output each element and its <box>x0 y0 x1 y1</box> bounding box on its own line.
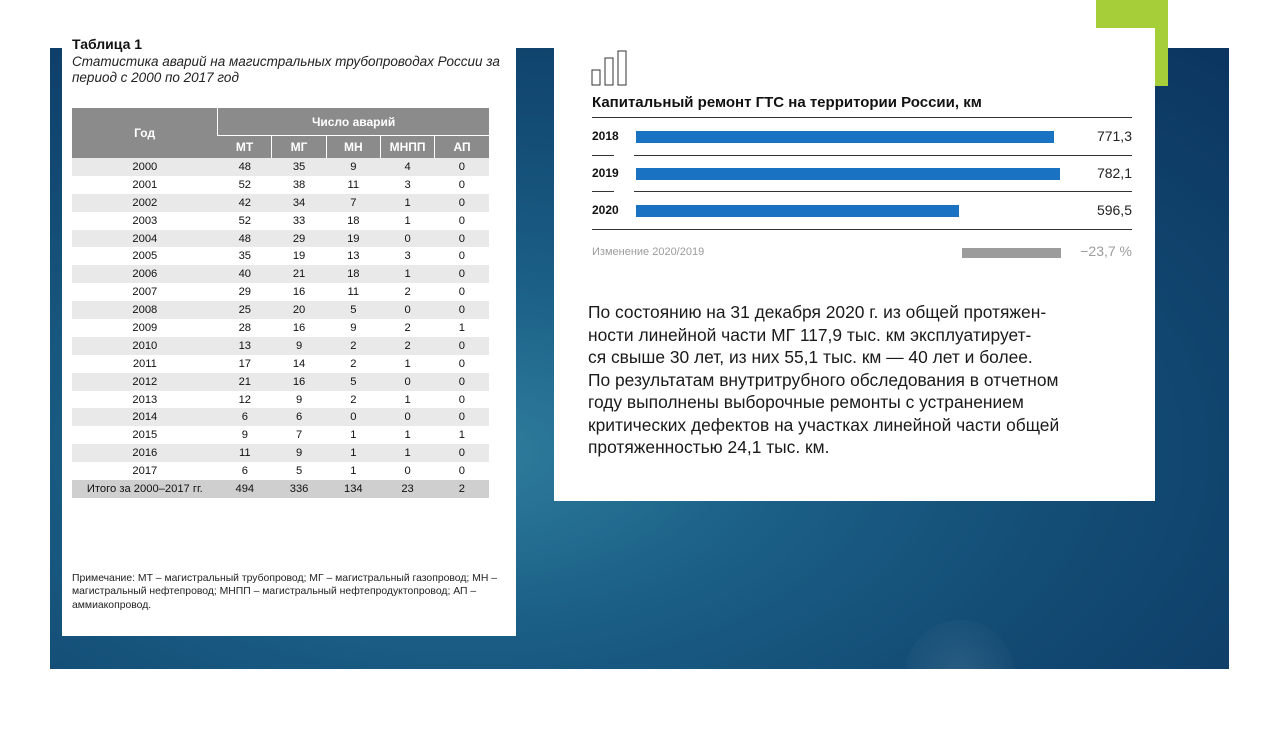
table-row <box>72 462 489 480</box>
change-label: Изменение 2020/2019 <box>592 246 705 258</box>
table-row <box>72 265 489 283</box>
paragraph-line: По результатам внутритрубного обследования в отчетном <box>588 369 1059 390</box>
value-cell: 2 <box>404 286 411 299</box>
value-cell: 4 <box>380 158 434 176</box>
paragraph-line: году выполнены выборочные ремонты с устранением <box>588 392 1024 412</box>
paragraph-line: критических дефектов на участках линейной части общей <box>588 414 1060 435</box>
value-cell: 34 <box>272 194 326 212</box>
total-value: 2 <box>435 480 489 498</box>
year-cell: 2010 <box>72 337 218 355</box>
year-cell: 2007 <box>132 286 158 299</box>
value-cell: 29 <box>238 286 252 299</box>
year-cell: 2012 <box>72 373 218 391</box>
value-cell: 2 <box>380 337 434 355</box>
value-cell: 14 <box>292 357 306 370</box>
value-cell: 1 <box>350 465 357 478</box>
value-cell: 0 <box>458 250 465 263</box>
value-cell: 28 <box>238 321 252 334</box>
value-cell: 19 <box>292 250 306 263</box>
value-cell: 2 <box>404 321 411 334</box>
value-cell: 42 <box>218 194 272 212</box>
value-cell: 0 <box>404 465 411 478</box>
year-cell: 2008 <box>72 301 218 319</box>
header-mg: МГ <box>272 136 326 159</box>
value-cell: 7 <box>326 194 380 212</box>
year-cell: 2001 <box>132 178 158 191</box>
row-divider-short <box>592 155 614 156</box>
value-cell: 3 <box>404 178 411 191</box>
value-cell: 35 <box>238 250 252 263</box>
value-cell: 0 <box>435 158 489 176</box>
total-value: 494 <box>218 480 272 498</box>
value-cell: 0 <box>458 214 465 227</box>
value-cell: 0 <box>458 286 465 299</box>
value-cell: 21 <box>272 265 326 283</box>
value-cell: 1 <box>350 429 357 442</box>
value-cell: 16 <box>292 286 306 299</box>
year-cell: 2003 <box>132 214 158 227</box>
table-title: Таблица 1 <box>72 36 143 52</box>
value-cell: 1 <box>380 444 434 462</box>
value-cell: 1 <box>458 321 465 334</box>
table-row <box>72 283 489 301</box>
value-cell: 6 <box>272 408 326 426</box>
value-cell: 0 <box>435 301 489 319</box>
category-label: 2018 <box>592 129 619 143</box>
value-cell: 21 <box>218 373 272 391</box>
value-label: 596,5 <box>1096 202 1132 218</box>
value-cell: 1 <box>404 357 411 370</box>
accidents-table-card <box>62 32 516 636</box>
value-cell: 12 <box>238 393 252 406</box>
value-cell: 9 <box>295 393 303 406</box>
table-row <box>72 319 489 337</box>
year-cell: 2017 <box>132 465 158 478</box>
accidents-table <box>72 108 489 498</box>
value-cell: 52 <box>238 178 252 191</box>
paragraph-line: протяженностью 24,1 тыс. км. <box>588 437 830 457</box>
table-row <box>72 426 489 444</box>
value-cell: 16 <box>292 321 306 334</box>
bar <box>636 168 1060 180</box>
value-cell: 7 <box>295 429 303 442</box>
background-glow <box>905 620 1015 730</box>
row-divider <box>634 155 1132 156</box>
value-cell: 11 <box>347 178 360 191</box>
value-cell: 6 <box>218 408 272 426</box>
total-value: 134 <box>326 480 380 498</box>
value-cell: 17 <box>238 357 252 370</box>
value-cell: 18 <box>347 214 360 227</box>
table-row <box>72 444 489 462</box>
value-cell: 40 <box>218 265 272 283</box>
chart-row <box>592 126 1132 148</box>
change-value: −23,7 % <box>1080 243 1132 259</box>
value-cell: 9 <box>326 158 380 176</box>
table-row <box>72 301 489 319</box>
paragraph-line: ности линейной части МГ 117,9 тыс. км эксплуатирует- <box>588 324 1032 345</box>
value-cell: 13 <box>218 337 272 355</box>
value-cell: 1 <box>404 429 411 442</box>
year-cell: 2011 <box>132 357 157 370</box>
value-cell: 52 <box>238 214 252 227</box>
year-cell: 2004 <box>72 230 218 248</box>
value-cell: 0 <box>326 408 380 426</box>
value-cell: 0 <box>435 373 489 391</box>
value-cell: 11 <box>218 444 272 462</box>
value-cell: 0 <box>380 408 434 426</box>
value-cell: 0 <box>435 337 489 355</box>
header-mt: МТ <box>218 136 272 159</box>
chart-row <box>592 200 1132 222</box>
value-cell: 0 <box>380 301 434 319</box>
value-cell: 1 <box>458 429 465 442</box>
paragraph-line: По состоянию на 31 декабря 2020 г. из общей протяжен- <box>588 302 1047 322</box>
value-cell: 16 <box>272 373 326 391</box>
row-divider <box>634 191 1132 192</box>
value-cell: 9 <box>272 444 326 462</box>
bar <box>636 131 1054 143</box>
header-mnpp: МНПП <box>380 136 434 159</box>
table-row <box>72 158 489 176</box>
year-cell: 2013 <box>132 393 158 406</box>
value-cell: 0 <box>435 265 489 283</box>
value-cell: 0 <box>458 393 465 406</box>
value-cell: 13 <box>347 250 360 263</box>
chart-row <box>592 163 1132 185</box>
value-cell: 1 <box>404 393 411 406</box>
total-label: Итого за 2000–2017 гг. <box>72 480 218 498</box>
value-cell: 0 <box>435 408 489 426</box>
bar <box>636 205 959 217</box>
year-cell: 2015 <box>132 429 158 442</box>
value-cell: 2 <box>350 357 357 370</box>
header-year: Год <box>72 108 218 158</box>
value-cell: 1 <box>404 214 411 227</box>
value-label: 771,3 <box>1096 128 1132 144</box>
table-row <box>72 355 489 373</box>
value-cell: 0 <box>380 373 434 391</box>
year-cell: 2000 <box>72 158 218 176</box>
header-ap: АП <box>435 136 489 159</box>
value-label: 782,1 <box>1096 165 1132 181</box>
value-cell: 1 <box>380 265 434 283</box>
year-cell: 2005 <box>132 250 158 263</box>
total-value: 336 <box>272 480 326 498</box>
value-cell: 25 <box>218 301 272 319</box>
header-mn: МН <box>326 136 380 159</box>
value-cell: 2 <box>326 337 380 355</box>
value-cell: 48 <box>218 158 272 176</box>
year-cell: 2002 <box>72 194 218 212</box>
total-value: 23 <box>380 480 434 498</box>
bar-chart-icon <box>591 50 637 86</box>
value-cell: 9 <box>241 429 248 442</box>
repair-chart-card <box>554 28 1155 501</box>
value-cell: 9 <box>350 321 357 334</box>
value-cell: 1 <box>380 194 434 212</box>
value-cell: 0 <box>458 357 465 370</box>
value-cell: 33 <box>292 214 306 227</box>
category-label: 2020 <box>592 203 619 217</box>
value-cell: 0 <box>435 230 489 248</box>
table-row <box>72 176 489 194</box>
year-cell: 2014 <box>72 408 218 426</box>
value-cell: 2 <box>350 393 357 406</box>
value-cell: 29 <box>272 230 326 248</box>
value-cell: 20 <box>272 301 326 319</box>
value-cell: 11 <box>347 286 360 299</box>
value-cell: 0 <box>435 194 489 212</box>
value-cell: 5 <box>326 301 380 319</box>
table-row <box>72 230 489 248</box>
value-cell: 0 <box>380 230 434 248</box>
table-row <box>72 247 489 265</box>
value-cell: 5 <box>326 373 380 391</box>
row-divider-short <box>592 191 614 192</box>
value-cell: 1 <box>326 444 380 462</box>
paragraph-line: ся свыше 30 лет, из них 55,1 тыс. км — 40 лет и более. <box>588 347 1033 367</box>
value-cell: 0 <box>458 465 465 478</box>
value-cell: 48 <box>218 230 272 248</box>
value-cell: 38 <box>292 178 306 191</box>
year-cell: 2006 <box>72 265 218 283</box>
table-row <box>72 391 489 409</box>
table-body <box>72 158 489 498</box>
chart-bottom-rule <box>592 229 1132 230</box>
year-cell: 2016 <box>72 444 218 462</box>
table-subtitle: Статистика аварий на магистральных трубопроводах России за период с 2000 по 2017 год <box>72 54 500 85</box>
value-cell: 6 <box>241 465 248 478</box>
category-label: 2019 <box>592 166 619 180</box>
table-row <box>72 212 489 230</box>
value-cell: 3 <box>404 250 411 263</box>
table-note: Примечание: МТ – магистральный трубопровод; МГ – магистральный газопровод; МН – магистральный нефтепровод; МНПП – магистральный нефтепродуктопровод; АП – аммиакопровод. <box>72 573 497 611</box>
change-bar <box>962 248 1061 258</box>
value-cell: 9 <box>272 337 326 355</box>
description-paragraph <box>588 301 1148 459</box>
value-cell: 35 <box>272 158 326 176</box>
chart-title: Капитальный ремонт ГТС на территории России, км <box>592 94 982 111</box>
table-row <box>72 337 489 355</box>
value-cell: 0 <box>458 178 465 191</box>
table-row <box>72 408 489 426</box>
value-cell: 0 <box>435 444 489 462</box>
value-cell: 18 <box>326 265 380 283</box>
chart-top-rule <box>592 117 1132 118</box>
table-row <box>72 194 489 212</box>
table-total-row <box>72 480 489 498</box>
value-cell: 5 <box>295 465 303 478</box>
value-cell: 19 <box>326 230 380 248</box>
table-row <box>72 373 489 391</box>
header-accident-count: Число аварий <box>218 108 489 136</box>
year-cell: 2009 <box>132 321 158 334</box>
